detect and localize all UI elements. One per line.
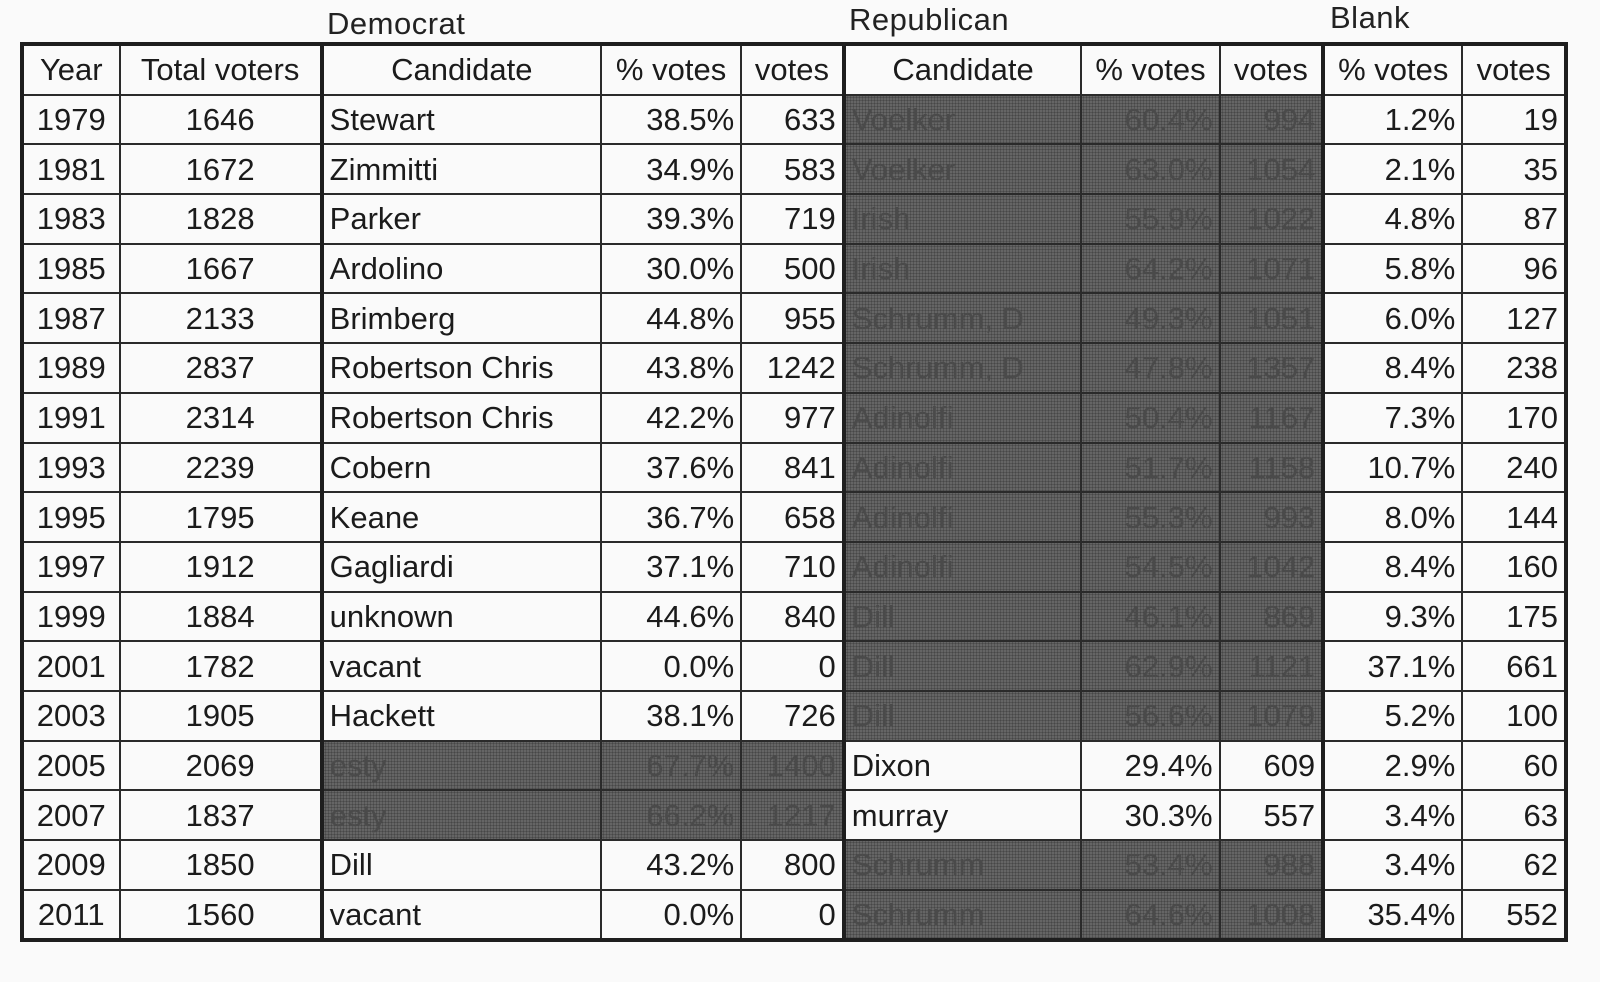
blank-pct-cell: 5.2% (1323, 691, 1462, 741)
blank-votes-cell: 127 (1462, 293, 1566, 343)
table-row (22, 840, 1566, 890)
dem-votes-cell: 710 (741, 542, 844, 592)
rep-candidate-cell: Adinolfi (844, 393, 1082, 443)
dem-pct-cell: 37.1% (601, 542, 741, 592)
dem-pct-cell: 34.9% (601, 144, 741, 194)
dem-votes-cell: 1217 (741, 790, 844, 840)
total-voters-cell: 1905 (120, 691, 322, 741)
table-body (22, 95, 1566, 941)
rep-votes-cell: 988 (1220, 840, 1324, 890)
dem-pct-cell: 44.8% (601, 293, 741, 343)
dem-votes-cell: 719 (741, 194, 844, 244)
rep-candidate-cell: Dill (844, 592, 1082, 642)
column-header-dem-votes: votes (741, 44, 844, 95)
rep-pct-cell: 60.4% (1081, 95, 1219, 145)
rep-candidate-cell: Voelker (844, 144, 1082, 194)
dem-pct-cell: 39.3% (601, 194, 741, 244)
blank-votes-cell: 87 (1462, 194, 1566, 244)
dem-candidate-cell: Parker (322, 194, 601, 244)
column-header-blank-pct: % votes (1323, 44, 1462, 95)
blank-votes-cell: 100 (1462, 691, 1566, 741)
total-voters-cell: 1560 (120, 890, 322, 941)
dem-candidate-cell: Gagliardi (322, 542, 601, 592)
rep-candidate-cell: Voelker (844, 95, 1082, 145)
blank-pct-cell: 35.4% (1323, 890, 1462, 941)
dem-candidate-cell: Cobern (322, 443, 601, 493)
dem-pct-cell: 43.8% (601, 343, 741, 393)
blank-pct-cell: 10.7% (1323, 443, 1462, 493)
blank-votes-cell: 238 (1462, 343, 1566, 393)
dem-votes-cell: 800 (741, 840, 844, 890)
dem-votes-cell: 840 (741, 592, 844, 642)
blank-pct-cell: 7.3% (1323, 393, 1462, 443)
total-voters-cell: 2133 (120, 293, 322, 343)
total-voters-cell: 2069 (120, 741, 322, 791)
year-cell: 1987 (22, 293, 120, 343)
dem-pct-cell: 43.2% (601, 840, 741, 890)
year-cell: 2003 (22, 691, 120, 741)
rep-votes-cell: 869 (1220, 592, 1324, 642)
rep-votes-cell: 1008 (1220, 890, 1324, 941)
rep-votes-cell: 1167 (1220, 393, 1324, 443)
dem-candidate-cell: Brimberg (322, 293, 601, 343)
total-voters-cell: 1667 (120, 244, 322, 294)
rep-candidate-cell: Dill (844, 691, 1082, 741)
year-cell: 1999 (22, 592, 120, 642)
rep-votes-cell: 1158 (1220, 443, 1324, 493)
rep-votes-cell: 1042 (1220, 542, 1324, 592)
rep-pct-cell: 62.9% (1081, 641, 1219, 691)
dem-pct-cell: 67.7% (601, 741, 741, 791)
total-voters-cell: 2837 (120, 343, 322, 393)
year-cell: 2011 (22, 890, 120, 941)
democrat-group-header: Democrat (327, 6, 466, 41)
dem-candidate-cell: esty (322, 741, 601, 791)
rep-pct-cell: 49.3% (1081, 293, 1219, 343)
year-cell: 2001 (22, 641, 120, 691)
rep-pct-cell: 53.4% (1081, 840, 1219, 890)
year-cell: 2009 (22, 840, 120, 890)
blank-votes-cell: 240 (1462, 443, 1566, 493)
rep-pct-cell: 64.2% (1081, 244, 1219, 294)
dem-votes-cell: 500 (741, 244, 844, 294)
column-header-rep-candidate: Candidate (844, 44, 1082, 95)
total-voters-cell: 1795 (120, 492, 322, 542)
year-cell: 2005 (22, 741, 120, 791)
rep-pct-cell: 51.7% (1081, 443, 1219, 493)
blank-votes-cell: 552 (1462, 890, 1566, 941)
rep-candidate-cell: Dill (844, 641, 1082, 691)
dem-candidate-cell: Zimmitti (322, 144, 601, 194)
dem-candidate-cell: Robertson Chris (322, 393, 601, 443)
rep-pct-cell: 56.6% (1081, 691, 1219, 741)
dem-votes-cell: 726 (741, 691, 844, 741)
rep-candidate-cell: Irish (844, 194, 1082, 244)
blank-votes-cell: 60 (1462, 741, 1566, 791)
year-cell: 1981 (22, 144, 120, 194)
blank-votes-cell: 170 (1462, 393, 1566, 443)
dem-pct-cell: 42.2% (601, 393, 741, 443)
rep-pct-cell: 64.6% (1081, 890, 1219, 941)
blank-votes-cell: 96 (1462, 244, 1566, 294)
dem-votes-cell: 0 (741, 641, 844, 691)
table-row (22, 741, 1566, 791)
dem-pct-cell: 44.6% (601, 592, 741, 642)
column-header-dem-candidate: Candidate (322, 44, 601, 95)
column-header-rep-votes: votes (1220, 44, 1324, 95)
rep-votes-cell: 994 (1220, 95, 1324, 145)
blank-votes-cell: 175 (1462, 592, 1566, 642)
rep-votes-cell: 1051 (1220, 293, 1324, 343)
table-row (22, 194, 1566, 244)
blank-votes-cell: 160 (1462, 542, 1566, 592)
blank-pct-cell: 3.4% (1323, 840, 1462, 890)
column-header-total-voters: Total voters (120, 44, 322, 95)
total-voters-cell: 1850 (120, 840, 322, 890)
rep-candidate-cell: Schrumm (844, 890, 1082, 941)
year-cell: 1997 (22, 542, 120, 592)
year-cell: 2007 (22, 790, 120, 840)
table-row (22, 890, 1566, 941)
dem-pct-cell: 0.0% (601, 890, 741, 941)
column-header-rep-pct: % votes (1081, 44, 1219, 95)
blank-votes-cell: 63 (1462, 790, 1566, 840)
dem-votes-cell: 0 (741, 890, 844, 941)
blank-votes-cell: 144 (1462, 492, 1566, 542)
blank-votes-cell: 62 (1462, 840, 1566, 890)
blank-pct-cell: 4.8% (1323, 194, 1462, 244)
table-row (22, 542, 1566, 592)
table-row (22, 492, 1566, 542)
dem-votes-cell: 633 (741, 95, 844, 145)
rep-pct-cell: 55.3% (1081, 492, 1219, 542)
blank-pct-cell: 5.8% (1323, 244, 1462, 294)
rep-votes-cell: 1022 (1220, 194, 1324, 244)
rep-candidate-cell: Schrumm, D (844, 343, 1082, 393)
year-cell: 1983 (22, 194, 120, 244)
rep-votes-cell: 1357 (1220, 343, 1324, 393)
year-cell: 1989 (22, 343, 120, 393)
rep-votes-cell: 993 (1220, 492, 1324, 542)
table-row (22, 641, 1566, 691)
table-row (22, 790, 1566, 840)
blank-pct-cell: 8.4% (1323, 542, 1462, 592)
dem-candidate-cell: Robertson Chris (322, 343, 601, 393)
rep-candidate-cell: Adinolfi (844, 443, 1082, 493)
rep-candidate-cell: murray (844, 790, 1082, 840)
dem-candidate-cell: unknown (322, 592, 601, 642)
rep-candidate-cell: Adinolfi (844, 492, 1082, 542)
dem-candidate-cell: vacant (322, 641, 601, 691)
rep-candidate-cell: Adinolfi (844, 542, 1082, 592)
rep-votes-cell: 557 (1220, 790, 1324, 840)
dem-pct-cell: 37.6% (601, 443, 741, 493)
rep-pct-cell: 55.9% (1081, 194, 1219, 244)
column-header-dem-pct: % votes (601, 44, 741, 95)
header-row (22, 44, 1566, 95)
total-voters-cell: 1782 (120, 641, 322, 691)
table-row (22, 443, 1566, 493)
dem-votes-cell: 977 (741, 393, 844, 443)
dem-candidate-cell: Hackett (322, 691, 601, 741)
rep-pct-cell: 30.3% (1081, 790, 1219, 840)
dem-votes-cell: 955 (741, 293, 844, 343)
blank-pct-cell: 9.3% (1323, 592, 1462, 642)
dem-candidate-cell: Ardolino (322, 244, 601, 294)
rep-candidate-cell: Dixon (844, 741, 1082, 791)
blank-votes-cell: 661 (1462, 641, 1566, 691)
rep-votes-cell: 1121 (1220, 641, 1324, 691)
dem-pct-cell: 0.0% (601, 641, 741, 691)
blank-pct-cell: 8.4% (1323, 343, 1462, 393)
election-results-table (20, 42, 1568, 942)
dem-votes-cell: 583 (741, 144, 844, 194)
rep-pct-cell: 54.5% (1081, 542, 1219, 592)
blank-pct-cell: 6.0% (1323, 293, 1462, 343)
blank-pct-cell: 2.1% (1323, 144, 1462, 194)
dem-candidate-cell: Keane (322, 492, 601, 542)
blank-votes-cell: 35 (1462, 144, 1566, 194)
dem-candidate-cell: esty (322, 790, 601, 840)
table-row (22, 293, 1566, 343)
table-row (22, 244, 1566, 294)
dem-pct-cell: 38.5% (601, 95, 741, 145)
blank-pct-cell: 3.4% (1323, 790, 1462, 840)
rep-pct-cell: 46.1% (1081, 592, 1219, 642)
table-row (22, 144, 1566, 194)
rep-votes-cell: 1079 (1220, 691, 1324, 741)
dem-pct-cell: 30.0% (601, 244, 741, 294)
table-row (22, 393, 1566, 443)
rep-pct-cell: 47.8% (1081, 343, 1219, 393)
dem-pct-cell: 38.1% (601, 691, 741, 741)
rep-votes-cell: 1071 (1220, 244, 1324, 294)
blank-pct-cell: 37.1% (1323, 641, 1462, 691)
total-voters-cell: 2314 (120, 393, 322, 443)
dem-votes-cell: 1242 (741, 343, 844, 393)
table-row (22, 691, 1566, 741)
dem-candidate-cell: Stewart (322, 95, 601, 145)
rep-candidate-cell: Schrumm, D (844, 293, 1082, 343)
total-voters-cell: 1646 (120, 95, 322, 145)
dem-votes-cell: 658 (741, 492, 844, 542)
rep-pct-cell: 29.4% (1081, 741, 1219, 791)
blank-votes-cell: 19 (1462, 95, 1566, 145)
dem-votes-cell: 841 (741, 443, 844, 493)
rep-votes-cell: 1054 (1220, 144, 1324, 194)
total-voters-cell: 2239 (120, 443, 322, 493)
rep-pct-cell: 50.4% (1081, 393, 1219, 443)
blank-pct-cell: 2.9% (1323, 741, 1462, 791)
total-voters-cell: 1828 (120, 194, 322, 244)
table-row (22, 343, 1566, 393)
blank-group-header: Blank (1330, 0, 1411, 35)
dem-candidate-cell: vacant (322, 890, 601, 941)
year-cell: 1993 (22, 443, 120, 493)
column-header-year: Year (22, 44, 120, 95)
rep-pct-cell: 63.0% (1081, 144, 1219, 194)
dem-candidate-cell: Dill (322, 840, 601, 890)
dem-pct-cell: 66.2% (601, 790, 741, 840)
dem-votes-cell: 1400 (741, 741, 844, 791)
year-cell: 1985 (22, 244, 120, 294)
total-voters-cell: 1884 (120, 592, 322, 642)
dem-pct-cell: 36.7% (601, 492, 741, 542)
table-row (22, 592, 1566, 642)
rep-candidate-cell: Schrumm (844, 840, 1082, 890)
blank-pct-cell: 8.0% (1323, 492, 1462, 542)
column-header-blank-votes: votes (1462, 44, 1566, 95)
rep-votes-cell: 609 (1220, 741, 1324, 791)
rep-candidate-cell: Irish (844, 244, 1082, 294)
year-cell: 1995 (22, 492, 120, 542)
total-voters-cell: 1912 (120, 542, 322, 592)
republican-group-header: Republican (849, 2, 1010, 37)
total-voters-cell: 1672 (120, 144, 322, 194)
blank-pct-cell: 1.2% (1323, 95, 1462, 145)
table-row (22, 95, 1566, 145)
total-voters-cell: 1837 (120, 790, 322, 840)
year-cell: 1991 (22, 393, 120, 443)
year-cell: 1979 (22, 95, 120, 145)
